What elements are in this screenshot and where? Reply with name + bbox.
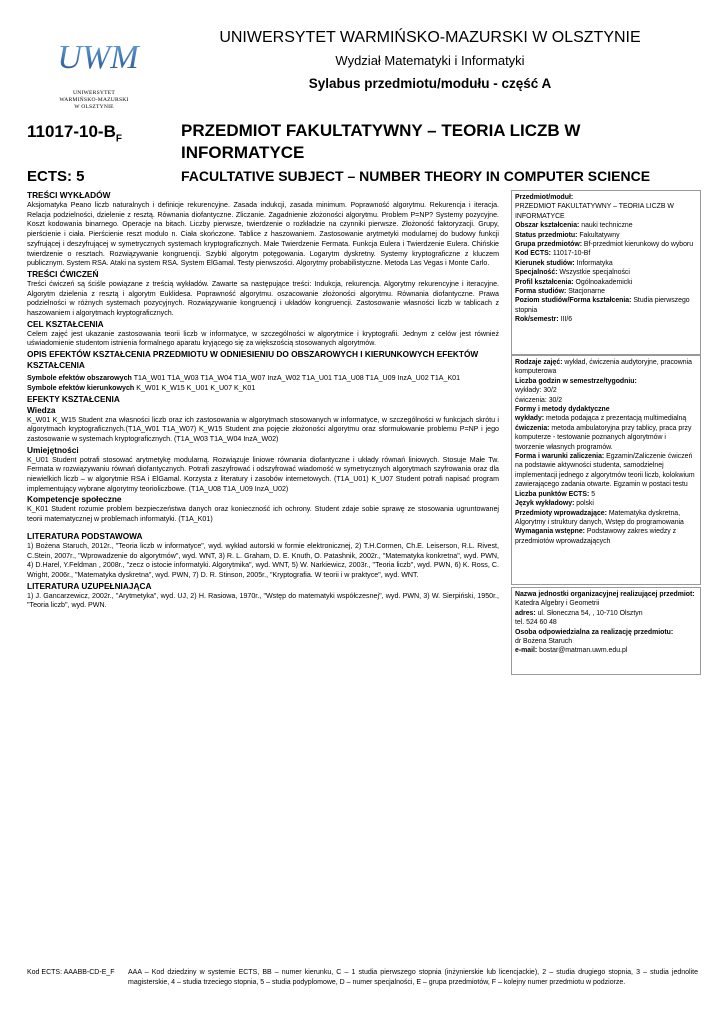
info-row: Wymagania wstępne: Podstawowy zakres wiedzy z przedmiotów wprowadzających — [515, 528, 677, 545]
info-row: Liczba godzin w semestrze/tygodniu: — [515, 377, 637, 385]
ects-points: ECTS: 5 — [27, 168, 85, 185]
info-row: Przedmioty wprowadzające: Matematyka dyskretna, Algorytmy i struktury danych, Wstęp do programowania — [515, 509, 684, 526]
info-row: Grupa przedmiotów: Bf-przedmiot kierunkowy do wyboru — [515, 241, 694, 249]
basic-literature-content: 1) Bożena Staruch, 2012r., "Teoria liczb w informatyce", wyd. wykład autorski w formie elektronicznej, 2) T.H.Cormen, Ch.E. Leiserson, R.L. Rivest, C.Stein, 2007r., "Wprowadzenie do algorytmów", wyd. WNT, 3) R. L. Graham, D. E. Knuth, O. Patashnik, 2002r., "Matematyka konkretna", wyd. PWN, 4) D.Harel, Y.Feldman , 2008r., "zecz o istocie informatyki. Algorytmika", wyd. WNT, 5) W. Narkiewicz, 2003r., "Teoria liczb", wyd. PWN, 6) K. Ross, C. Wright, 2006r., "Matematyka dyskretna", wyd. PWN, 7) D. R. Stinson, 2005r., "Kryptografia. W teorii i w praktyce", wyd. WNT. — [27, 541, 499, 579]
basic-literature-heading: LITERATURA PODSTAWOWA — [27, 530, 143, 541]
footer-key: Kod ECTS: AAABB-CD-E_F — [27, 969, 115, 976]
lectures-heading: TREŚCI WYKŁADÓW — [27, 190, 111, 200]
teaching-info-box — [511, 355, 701, 585]
additional-literature-content: 1) J. Gancarzewicz, 2002r., "Arytmetyka", wyd. UJ, 2) H. Rasiowa, 1970r., "Wstęp do matematyki współczesnej", wyd. PWN, 3) W. Sierpiński, 1950r., "Teoria liczb", wyd. PWN. — [27, 591, 499, 610]
logo-mark: UWM — [57, 39, 139, 76]
info-row: Język wykładowy: polski — [515, 500, 594, 508]
info-row: Profil kształcenia: Ogólnoakademicki — [515, 278, 633, 286]
direction-symbols: Symbole efektów kierunkowych K_W01 K_W15 K_U01 K_U07 K_K01 — [27, 383, 256, 392]
social-content: K_K01 Student rozumie problem bezpieczeństwa danych oraz konieczność ich ochrony. Student zdaje sobie sprawę ze stosowania ugruntowanej teorii matematycznej w problemach informatyki. (T1A_K01) — [27, 505, 499, 524]
info-row: Poziom studiów/Forma kształcenia: Studia pierwszego stopnia — [515, 297, 690, 314]
syllabus-heading: Sylabus przedmiotu/modułu - część A — [308, 76, 552, 91]
knowledge-content: K_W01 K_W15 Student zna własności liczb oraz ich zastosowania w algorytmach stosowanych w informatyce, w szczególności w funkcjach skrótu i algorytmach kryptograficznych.(T1A_W01 T1A_W07) K_W15 Student zna pojęcie złożoności algorytmu oraz sformułowanie problemu P=NP i jego zastosowanie w systemach kryptograficznych. (T1A_W03 T1A_W04 InzA_W02) — [27, 415, 499, 443]
info-row: dr Bożena Staruch — [515, 638, 573, 646]
info-row: Specjalność: Wszystkie specjalności — [515, 269, 630, 277]
info-row: Kierunek studiów: Informatyka — [515, 259, 613, 267]
faculty-name: Wydział Matematyki i Informatyki — [335, 53, 525, 68]
info-row: Rodzaje zajęć: wykład, ćwiczenia audytoryjne, pracownia komputerowa — [515, 359, 692, 376]
info-row: Rok/semestr: III/6 — [515, 316, 573, 324]
info-row: Nazwa jednostki organizacyjnej realizującej przedmiot: — [515, 591, 695, 598]
syllabus-main-content — [27, 190, 499, 611]
info-row: wykłady: 30/2 — [515, 387, 557, 395]
additional-literature-heading: LITERATURA UZUPEŁNIAJĄCA — [27, 580, 152, 591]
area-symbols: Symbole efektów obszarowych T1A_W01 T1A_W03 T1A_W04 T1A_W07 InzA_W02 T1A_U01 T1A_U08 T1A_U09 InzA_U02 T1A_K01 — [27, 374, 461, 383]
info-row: e-mail: bostar@matman.uwm.edu.pl — [515, 647, 628, 655]
info-row: tel. 524 60 48 — [515, 619, 557, 627]
university-name: UNIWERSYTET WARMIŃSKO-MAZURSKI W OLSZTYNIE — [219, 29, 641, 46]
info-row: adres: ul. Słoneczna 54, , 10-710 Olsztyn — [515, 609, 643, 617]
info-row: Katedra Algebry i Geometrii — [515, 600, 600, 608]
goal-content: Celem zajęć jest ukazanie zastosowania teorii liczb w informatyce, w szczególności w algorytmice i kryptografii. Jednym z celów jest również uświadomienie studentom istnienia formalnego aparatu kryjącego się za większością stosowanych algorytmów. — [27, 329, 499, 348]
unit-info-box — [511, 587, 701, 675]
uwm-logo-icon — [50, 26, 146, 86]
course-info-box — [511, 190, 701, 355]
knowledge-heading: Wiedza — [27, 404, 56, 415]
info-row: Kod ECTS: 11017-10-Bf — [515, 250, 591, 258]
info-row: Forma studiów: Stacjonarne — [515, 288, 605, 296]
lectures-content: Aksjomatyka Peano liczb naturalnych i definicje rekurencyjne. Zasada indukcji, zasada minimum. Poprawność algorytmu. Rekurencja i iteracja. Relacja podzielności, dzielenie z resztą. Równania diofantyczne. Zliczanie. Zagadnienie złożoności algorytmu. Problem P=NP? Systemy pozycyjne. Koszt kodowania binarnego. Operacje na bitach. Liczby pierwsze, twierdzenie o rozkładzie na czynniki pierwsze. Złożoność faktoryzacji. Grupy, pierścienie i ciała. Pierścienie reszt modulo n. Ciała skończone. Tablice z haszowaniem. Zastosowanie arytmetyki modularnej do budowy funkcji szyfrującej i deszyfrującej w symetrycznych systemach kryptograficznych. Małe Twierdzenie Fermata. Funkcja Eulera i Twierdzenie Eulera. Chińskie twierdzenie o resztach. Rozwiązywanie kongruencji. Szybki algorytm potęgowania. Logarytm dyskretny. Systemy kryptograficzne z kluczem publicznym. System RSA. Ataki na system RSA. System ElGamal. Testy pierwszości. Algorytmy probabilistyczne. Metoda Las Vegas i Monte Carlo. — [27, 201, 499, 268]
info-row: Formy i metody dydaktyczne — [515, 406, 610, 414]
footer-text: AAA – Kod dziedziny w systemie ECTS, BB – numer kierunku, C – 1 studia pierwszego stopnia (inżynierskie lub licencjackie), 2 – studia drugiego stopnia, 3 – studia jednolite magisterskie, 4 – studia trzeciego stopnia, 5 – studia podyplomowe, D – numer specjalności, E – grupa przedmiotów, F – kolejny numer przedmiotu w podziorze. — [128, 969, 698, 986]
info-row: ćwiczenia: 30/2 — [515, 396, 563, 404]
info-row: Status przedmiotu: Fakultatywny — [515, 231, 620, 239]
info-row: Liczba punktów ECTS: 5 — [515, 490, 596, 498]
skills-heading: Umiejętności — [27, 444, 79, 455]
goal-heading: CEL KSZTAŁCENIA — [27, 318, 104, 329]
skills-content: K_U01 Student potrafi stosować arytmetykę modularną. Rozwiązuje liniowe równania diofantyczne i układy równań liniowych. Stosuje Małe Tw. Fermata w rozwiązywaniu równań diofantycznych. Potrafi zaszyfrować i odszyfrować wiadomość w symetrycznych algorytmach szyfrowania oraz dla niewielkich liczb – w algorytmie RSA i ElGamal. Korzysta z literatury i zasobów internetowych. (T1A_U01) K_U07 Student potrafi napisać program implementujący wybrane algorytmy teorioliczbowe. (T1A_U08 T1A_U09 InzA_U02) — [27, 455, 499, 493]
info-row: Obszar kształcenia: nauki techniczne — [515, 222, 633, 230]
university-logo — [42, 26, 146, 132]
learning-outcomes-heading: EFEKTY KSZTAŁCENIA — [27, 393, 120, 404]
exercises-heading: TREŚCI ĆWICZEŃ — [27, 268, 99, 279]
exercises-content: Treści ćwiczeń są ściśle powiązane z treścią wykładów. Zawarte sa następujące treści: Indukcja, rekurencja. Algorytmy rekurencyjne i iteracyjne. Algorytm dzielenia z resztą i algorytm Euklidesa. Poprawność algorytmu. oszacowanie złożoności algorytmu. Równania diofantyczne. Prawa podzielności w różnych systemach pozycyjnych. Rozwiązywanie kongruencji i układów kongruencji. Zastosowanie własności liczb w tablicach z haszowaniem i algorytmach kryptograficznych. — [27, 279, 499, 318]
social-heading: Kompetencje społeczne — [27, 494, 122, 505]
effects-heading: OPIS EFEKTÓW KSZTAŁCENIA PRZEDMIOTU W ODNIESIENIU DO OBSZAROWYCH I KIERUNKOWYCH EFEKTÓW KSZTAŁCENIA — [27, 349, 479, 371]
course-title-en: FACULTATIVE SUBJECT – NUMBER THEORY IN COMPUTER SCIENCE — [181, 168, 651, 184]
info-row: ćwiczenia: metoda ambulatoryjna przy tablicy, praca przy komputerze - testowanie poznanych algorytmów i tworzenie własnych programów. — [515, 424, 692, 451]
logo-caption: UNIWERSYTET WARMIŃSKO-MAZURSKI W OLSZTYNIE — [59, 90, 129, 110]
info-row: Przedmiot/moduł: — [515, 194, 574, 201]
info-row: Forma i warunki zaliczenia: Egzamin/Zaliczenie ćwiczeń na podstawie aktywności studenta, samodzielnej implementacji jednego z algorytmów teorii liczb, kolokwium zawierającego zadania otwarte. Egzamin w postaci testu — [515, 453, 695, 489]
info-row: wykłady: metoda podająca z prezentacją multimedialną — [515, 415, 687, 423]
info-row: PRZEDMIOT FAKULTATYWNY – TEORIA LICZB W INFORMATYCE — [515, 203, 674, 220]
info-row: Osoba odpowiedzialna za realizację przedmiotu: — [515, 628, 674, 636]
course-title-pl: PRZEDMIOT FAKULTATYWNY – TEORIA LICZB W INFORMATYCE — [181, 121, 581, 162]
course-code: $11017-10-B_F$ — [27, 122, 122, 145]
